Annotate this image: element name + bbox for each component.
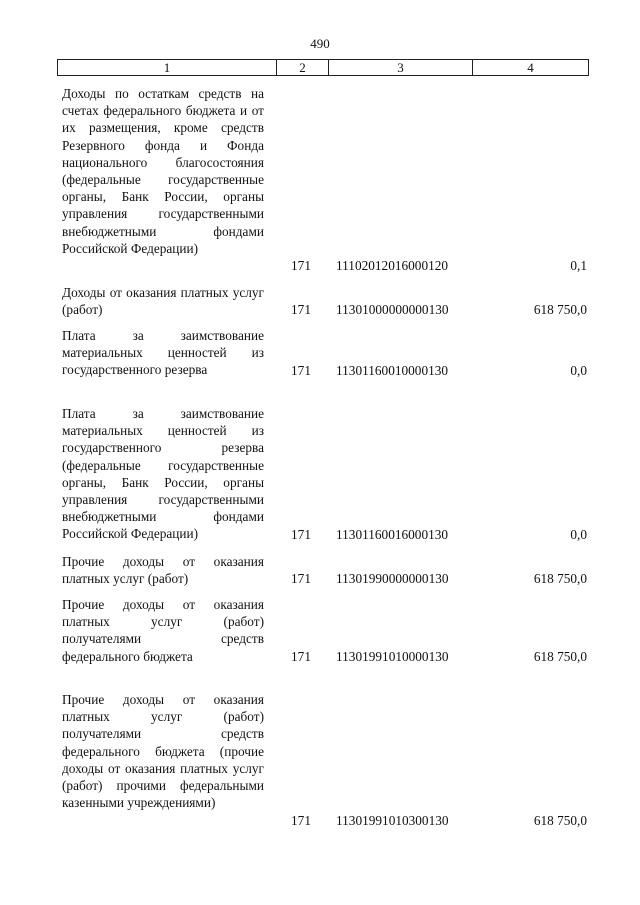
row-name: Доходы по остаткам средств на счетах федерального бюджета и от их размещения, кроме средств Резервного фонда и Фонда национального благосостояния (федеральные государственные органы, Банк России, органы управления государственными внебюджетными фондами Российской Федерации) bbox=[62, 86, 264, 256]
row-admin-code: 171 bbox=[291, 649, 311, 664]
row-admin-code: 171 bbox=[291, 571, 311, 586]
row-admin-code: 171 bbox=[291, 527, 311, 542]
column-header-2: 2 bbox=[277, 60, 329, 75]
row-admin-code: 171 bbox=[291, 302, 311, 317]
column-header-4: 4 bbox=[527, 60, 534, 75]
row-admin-code: 171 bbox=[291, 363, 311, 378]
row-amount: 618 750,0 bbox=[533, 571, 587, 586]
row-name: Прочие доходы от оказания платных услуг (работ) получателями средств федерального бюджета (прочие доходы от оказания платных услуг (работ) прочими федеральными казенными учреждениями) bbox=[62, 692, 264, 811]
row-name: Доходы от оказания платных услуг (работ) bbox=[62, 285, 264, 318]
column-header-1: 1 bbox=[58, 60, 277, 75]
column-header-row bbox=[57, 59, 589, 76]
row-kbk-code: 11301990000000130 bbox=[336, 571, 449, 586]
row-admin-code: 171 bbox=[291, 813, 311, 828]
row-kbk-code: 11102012016000120 bbox=[336, 258, 449, 273]
row-kbk-code: 11301000000000130 bbox=[336, 302, 449, 317]
row-name: Плата за заимствование материальных ценностей из государственного резерва (федеральные государственные органы, Банк России, органы управления государственными внебюджетными фондами Российской Федерации) bbox=[62, 406, 264, 542]
row-name: Прочие доходы от оказания платных услуг (работ) получателями средств федерального бюджета bbox=[62, 597, 264, 664]
row-admin-code: 171 bbox=[291, 258, 311, 273]
row-kbk-code: 11301160010000130 bbox=[336, 363, 449, 378]
row-kbk-code: 11301991010000130 bbox=[336, 649, 449, 664]
column-header-3: 3 bbox=[329, 60, 473, 75]
row-kbk-code: 11301160016000130 bbox=[336, 527, 449, 542]
row-amount: 618 750,0 bbox=[533, 302, 587, 317]
row-amount: 618 750,0 bbox=[533, 813, 587, 828]
row-name: Плата за заимствование материальных ценностей из государственного резерва bbox=[62, 328, 264, 378]
row-kbk-code: 11301991010300130 bbox=[336, 813, 449, 828]
row-amount: 0,0 bbox=[570, 363, 587, 378]
page-number: 490 bbox=[310, 36, 330, 51]
row-amount: 618 750,0 bbox=[533, 649, 587, 664]
row-name: Прочие доходы от оказания платных услуг (работ) bbox=[62, 554, 264, 587]
row-amount: 0,0 bbox=[570, 527, 587, 542]
row-amount: 0,1 bbox=[570, 258, 587, 273]
